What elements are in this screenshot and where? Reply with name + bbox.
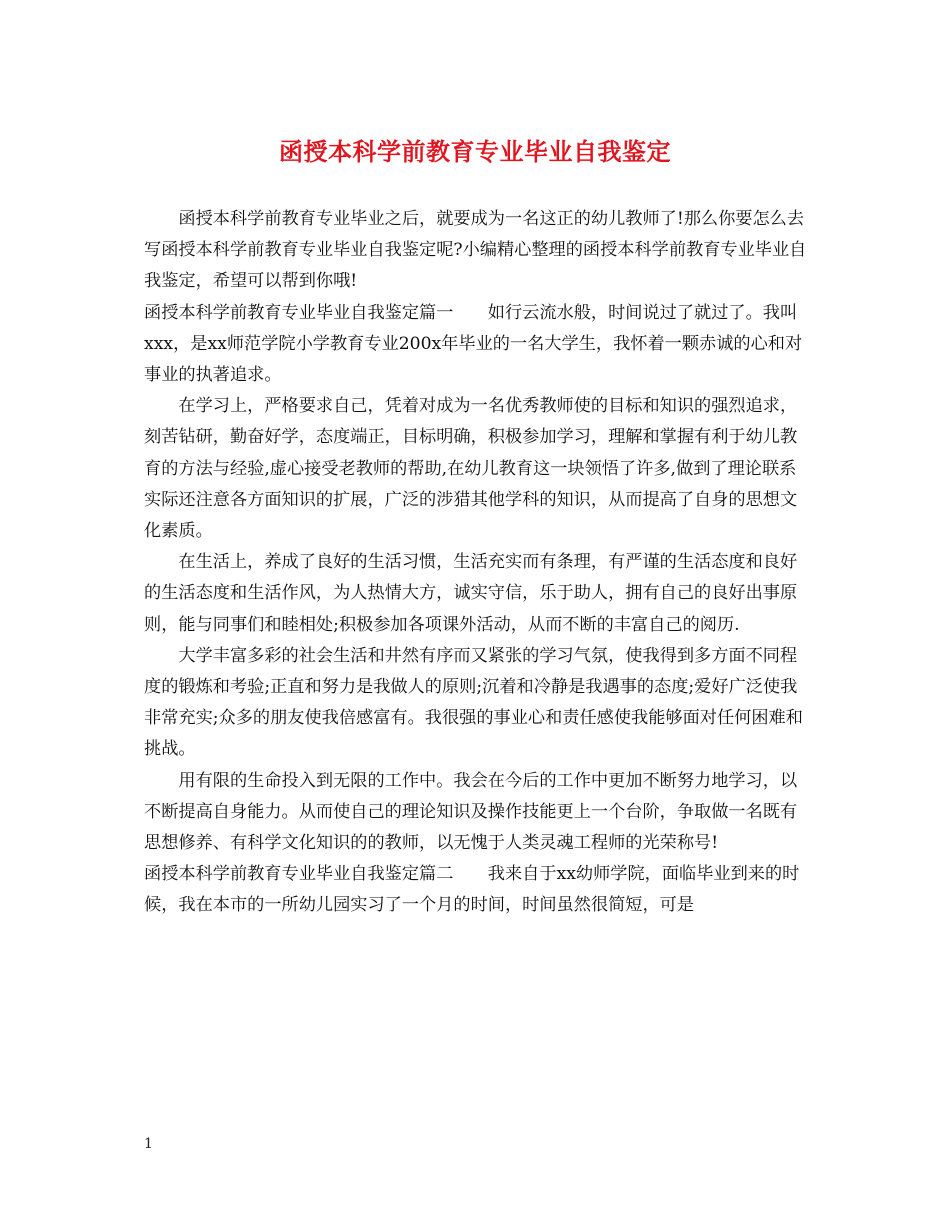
life-paragraph: 在生活上，养成了良好的生活习惯，生活充实而有条理，有严谨的生活态度和良好的生活态度和生活作风，为人热情大方，诚实守信，乐于助人，拥有自己的良好出事原则，能与同事们和睦相处;积极参加各项课外活动，从而不断的丰富自己的阅历. [144, 552, 798, 635]
conclusion-paragraph: 用有限的生命投入到无限的工作中。我会在今后的工作中更加不断努力地学习，以不断提高自身能力。从而使自己的理论知识及操作技能更上一个台阶，争取做一名既有思想修养、有科学文化知识的的教师，以无愧于人类灵魂工程师的光荣称号! [144, 770, 798, 854]
university-life-paragraph: 大学丰富多彩的社会生活和井然有序而又紧张的学习气氛，使我得到多方面不同程度的锻炼和考验;正直和努力是我做人的原则;沉着和冷静是我遇事的态度;爱好广泛使我非常充实;众多的朋友使我倍感富有。我很强的事业心和责任感使我能够面对任何困难和挑战。 [144, 645, 803, 760]
intro-paragraph: 函授本科学前教育专业毕业之后，就要成为一名这正的幼儿教师了!那么你要怎么去写函授本科学前教育专业毕业自我鉴定呢?小编精心整理的函授本科学前教育专业毕业自我鉴定，希望可以帮到你哦! [144, 209, 807, 292]
section-one-heading-paragraph: 函授本科学前教育专业毕业自我鉴定篇一 如行云流水般，时间说过了就过了。我叫xxx，是xx师范学院小学教育专业200x年毕业的一名大学生，我怀着一颗赤诚的心和对事业的执著追求。 [144, 302, 803, 386]
section-two-heading-paragraph: 函授本科学前教育专业毕业自我鉴定篇二 我来自于xx幼师学院，面临毕业到来的时候，我在本市的一所幼儿园实习了一个月的时间，时间虽然很简短，可是 [144, 864, 800, 916]
document-title: 函授本科学前教育专业毕业自我鉴定 [279, 137, 671, 166]
document-body [144, 204, 812, 922]
page-number: 1 [144, 1136, 153, 1152]
study-paragraph: 在学习上，严格要求自己，凭着对成为一名优秀教师使的目标和知识的强烈追求，刻苦钻研，勤奋好学，态度端正，目标明确，积极参加学习，理解和掌握有利于幼儿教育的方法与经验,虚心接受老教师的帮助,在幼儿教育这一块领悟了许多,做到了理论联系实际还注意各方面知识的扩展，广泛的涉猎其他学科的知识，从而提高了自身的思想文化素质。 [144, 396, 798, 542]
